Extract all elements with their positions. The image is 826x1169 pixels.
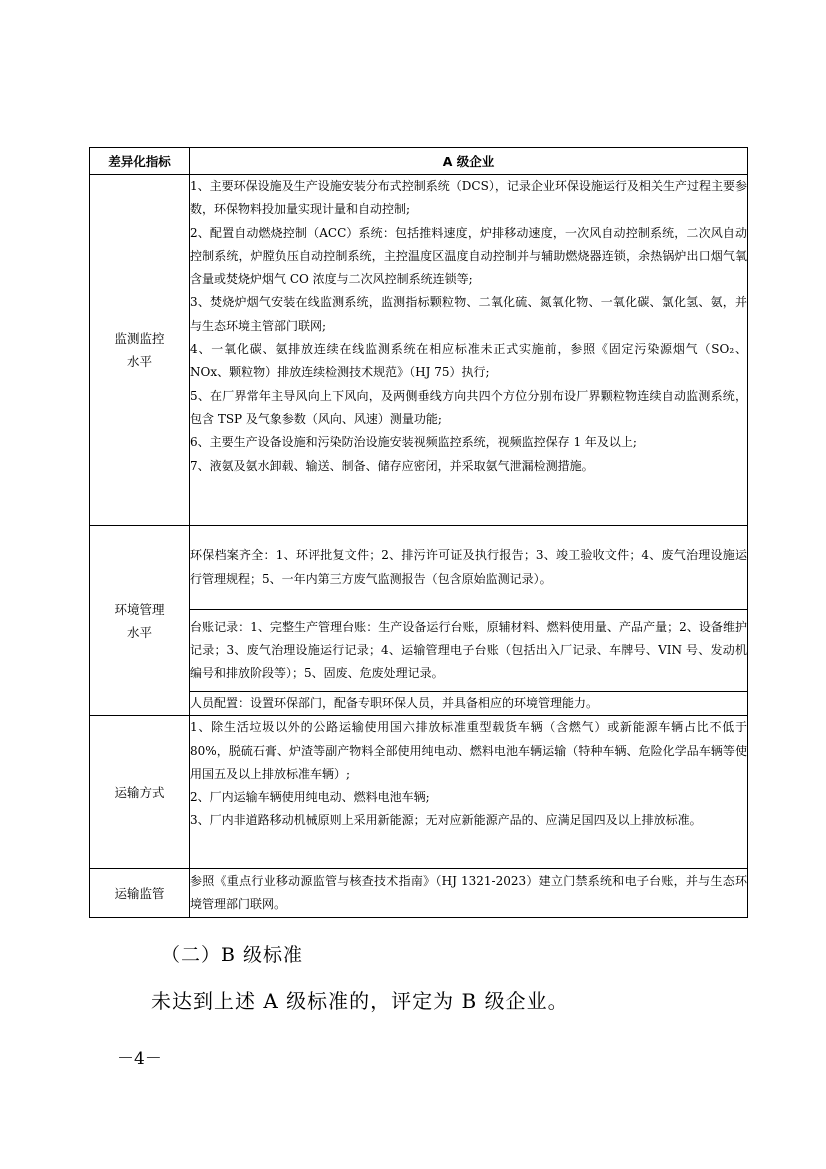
page-number: －4－ [117, 1049, 162, 1069]
list-item: 3、焚烧炉烟气安装在线监测系统，监测指标颗粒物、二氧化硫、氮氧化物、一氧化碳、氯化氢、氨，并与生态环境主管部门联网; [190, 295, 747, 333]
environment-ledger: 台账记录：1、完整生产管理台账：生产设备运行台账，原辅材料、燃料使用量、产品产量；2、设备维护记录；3、废气治理设施运行记录；4、运输管理电子台账（包括出入厂记录、车牌号、VIN 号、发动机编号和排放阶段等）；5、固废、危废处理记录。 [190, 610, 748, 692]
row-label-environment [90, 526, 190, 716]
label-line: 监测监控 [114, 331, 165, 346]
label-line: 水平 [126, 354, 152, 369]
transport-content [190, 716, 748, 869]
list-item: 1、除生活垃圾以外的公路运输使用国六排放标准重型载货车辆（含燃气）或新能源车辆占比不低于 80%，脱硫石膏、炉渣等副产物料全部使用纯电动、燃料电池车辆运输（特种车辆、危险化学品车辆等使用国五及以上排放标准车辆）; [190, 720, 747, 781]
list-item: 6、主要生产设备设施和污染防治设施安装视频监控系统，视频监控保存 1 年及以上; [190, 435, 637, 450]
list-item: 5、在厂界常年主导风向上下风向，及两侧垂线方向共四个方位分别布设厂界颗粒物连续自动监测系统，包含 TSP 及气象参数（风向、风速）测量功能; [190, 388, 747, 426]
standards-table [89, 147, 748, 918]
list-item: 2、配置自动燃烧控制（ACC）系统：包括推料速度，炉排移动速度，一次风自动控制系统，二次风自动控制系统，炉膛负压自动控制系统，主控温度区温度自动控制并与辅助燃烧器连锁，余热锅炉出口烟气氧含量或焚烧炉烟气 CO 浓度与二次风控制系统连锁等; [190, 225, 747, 287]
table-row-monitoring [90, 175, 748, 526]
list-item: 2、厂内运输车辆使用纯电动、燃料电池车辆; [190, 790, 430, 805]
table-row-environment-archive [90, 526, 748, 610]
label-line: 环境管理 [114, 601, 165, 617]
table-header-row [90, 148, 748, 175]
row-label-supervision: 运输监管 [90, 869, 190, 918]
header-grade-a: A 级企业 [190, 148, 748, 175]
supervision-content: 参照《重点行业移动源监管与核查技术指南》（HJ 1321-2023）建立门禁系统和电子台账，并与生态环境管理部门联网。 [190, 869, 748, 918]
header-indicator: 差异化指标 [90, 148, 190, 175]
table-row-transport [90, 716, 748, 869]
label-line: 水平 [126, 624, 152, 640]
list-item: 7、液氨及氨水卸载、输送、制备、储存应密闭，并采取氨气泄漏检测措施。 [190, 458, 594, 473]
environment-staffing: 人员配置：设置环保部门，配备专职环保人员，并具备相应的环境管理能力。 [190, 692, 748, 716]
table-row-supervision [90, 869, 748, 918]
monitoring-content [190, 175, 748, 526]
environment-archive: 环保档案齐全：1、环评批复文件；2、排污许可证及执行报告；3、竣工验收文件；4、废气治理设施运行管理规程；5、一年内第三方废气监测报告（包含原始监测记录）。 [190, 526, 748, 610]
body-paragraph: 未达到上述 A 级标准的，评定为 B 级企业。 [151, 989, 569, 1013]
list-item: 3、厂内非道路移动机械原则上采用新能源；无对应新能源产品的、应满足国四及以上排放标准。 [190, 813, 702, 828]
section-heading: （二）B 级标准 [161, 944, 304, 966]
row-label-monitoring [90, 175, 190, 526]
list-item: 4、一氧化碳、氨排放连续在线监测系统在相应标准未正式实施前，参照《固定污染源烟气（SO₂、NOx、颗粒物）排放连续检测技术规范》（HJ 75）执行; [190, 342, 747, 380]
list-item: 1、主要环保设施及生产设施安装分布式控制系统（DCS），记录企业环保设施运行及相关生产过程主要参数，环保物料投加量实现计量和自动控制; [190, 179, 747, 217]
row-label-transport: 运输方式 [90, 716, 190, 869]
